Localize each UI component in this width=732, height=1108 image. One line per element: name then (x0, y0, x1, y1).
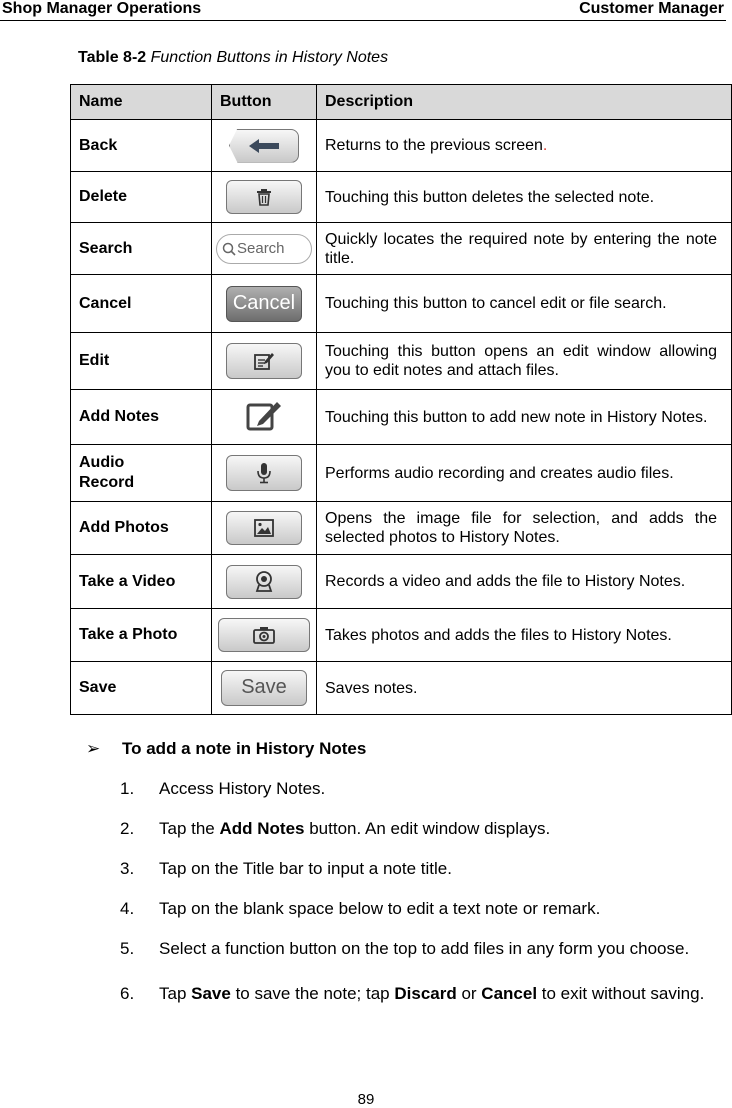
col-header-button: Button (212, 85, 317, 120)
step-text-bold: Save (191, 984, 231, 1003)
save-button[interactable]: Save (221, 670, 307, 706)
step-text-part: button. An edit window displays. (304, 819, 551, 838)
step-text-part: to save the note; tap (230, 984, 395, 1003)
table-row (71, 390, 732, 445)
edit-icon (253, 351, 275, 371)
webcam-icon (255, 571, 273, 593)
row-name-text: Audio Record (79, 454, 135, 491)
red-period: . (542, 137, 548, 154)
step-text-part: Access History Notes. (159, 779, 326, 798)
row-description: Quickly locates the required note by entering the note title. (317, 223, 732, 275)
running-header (0, 0, 726, 21)
step-text-part: Tap on the blank space below to edit a text note or remark. (159, 899, 601, 918)
step-text-bold: Cancel (481, 984, 538, 1003)
row-description: Touching this button deletes the selected note. (317, 172, 732, 223)
step-number: 3. (120, 859, 135, 878)
row-description: Saves notes. (317, 662, 732, 715)
step-text (159, 859, 724, 879)
step-text (159, 819, 724, 839)
row-name: Add Notes (71, 390, 212, 445)
microphone-icon (256, 462, 272, 484)
edit-button[interactable] (226, 343, 302, 379)
delete-button[interactable] (226, 180, 302, 214)
table-row (71, 662, 732, 715)
step-text-bold: Add Notes (219, 819, 305, 838)
row-name: Delete (71, 172, 212, 223)
step-text-bold: Discard (394, 984, 457, 1003)
row-name: Take a Video (71, 555, 212, 609)
header-right: Customer Manager (579, 0, 724, 17)
add-note-button[interactable] (244, 399, 284, 435)
row-name: Take a Photo (71, 609, 212, 662)
section-title: To add a note in History Notes (122, 739, 367, 758)
table-row (71, 120, 732, 172)
trash-icon (256, 188, 272, 206)
row-description: Touching this button to add new note in History Notes. (317, 390, 732, 445)
row-name: Back (71, 120, 212, 172)
row-name: Search (71, 223, 212, 275)
take-photo-button[interactable] (218, 618, 310, 652)
search-icon (222, 242, 236, 256)
step-text-part: Tap (159, 984, 192, 1003)
row-name (71, 445, 212, 502)
row-name: Save (71, 662, 212, 715)
row-description: Returns to the previous screen (325, 137, 543, 154)
step-text (159, 899, 724, 919)
step-item (120, 899, 724, 919)
step-text-part: to exit without saving. (537, 984, 705, 1003)
back-arrow-icon (247, 137, 281, 155)
cancel-button[interactable]: Cancel (226, 286, 302, 322)
back-button[interactable] (229, 129, 299, 163)
arrow-bullet-icon: ➢ (86, 739, 101, 758)
take-video-button[interactable] (226, 565, 302, 599)
table-header-row (71, 85, 732, 120)
table-row (71, 223, 732, 275)
add-note-icon (244, 399, 284, 435)
table-row (71, 502, 732, 555)
step-text-part: or (456, 984, 482, 1003)
table-row (71, 609, 732, 662)
step-item (120, 979, 724, 1009)
step-item (120, 819, 724, 839)
table-row (71, 333, 732, 390)
function-buttons-table (70, 84, 732, 715)
row-description: Opens the image file for selection, and adds the selected photos to History Notes. (317, 502, 732, 555)
step-number: 4. (120, 899, 135, 918)
step-number: 5. (120, 939, 135, 958)
step-text-part: Tap on the Title bar to input a note title. (159, 859, 452, 878)
camera-icon (253, 626, 275, 644)
row-name: Cancel (71, 275, 212, 333)
step-item (120, 934, 724, 964)
step-item (120, 859, 724, 879)
row-description: Touching this button opens an edit window allowing you to edit notes and attach files. (317, 333, 732, 390)
col-header-name: Name (71, 85, 212, 120)
audio-record-button[interactable] (226, 455, 302, 491)
row-description: Records a video and adds the file to History Notes. (317, 555, 732, 609)
row-description: Takes photos and adds the files to History Notes. (317, 609, 732, 662)
table-row (71, 555, 732, 609)
add-photos-button[interactable] (226, 511, 302, 545)
caption-title: Function Buttons in History Notes (150, 49, 389, 66)
table-row (71, 275, 732, 333)
step-text-part: Tap the (159, 819, 220, 838)
steps-list (120, 779, 724, 1029)
step-text (159, 779, 724, 799)
step-number: 1. (120, 779, 135, 798)
step-item (120, 779, 724, 799)
step-number: 6. (120, 984, 135, 1003)
col-header-description: Description (317, 85, 732, 120)
row-description: Touching this button to cancel edit or file search. (317, 275, 732, 333)
step-text-part: Select a function button on the top to add files in any form you choose. (159, 939, 690, 958)
row-name: Edit (71, 333, 212, 390)
header-left: Shop Manager Operations (2, 0, 202, 17)
caption-label: Table 8-2 (78, 49, 147, 66)
step-number: 2. (120, 819, 135, 838)
search-placeholder: Search (237, 239, 285, 257)
image-icon (254, 519, 274, 537)
page-number: 89 (357, 1091, 375, 1108)
search-input[interactable] (216, 234, 312, 264)
step-text (159, 934, 724, 964)
table-row (71, 445, 732, 502)
step-text (159, 979, 724, 1009)
table-caption (78, 49, 388, 67)
row-name: Add Photos (71, 502, 212, 555)
row-description: Performs audio recording and creates audio files. (317, 445, 732, 502)
table-row (71, 172, 732, 223)
